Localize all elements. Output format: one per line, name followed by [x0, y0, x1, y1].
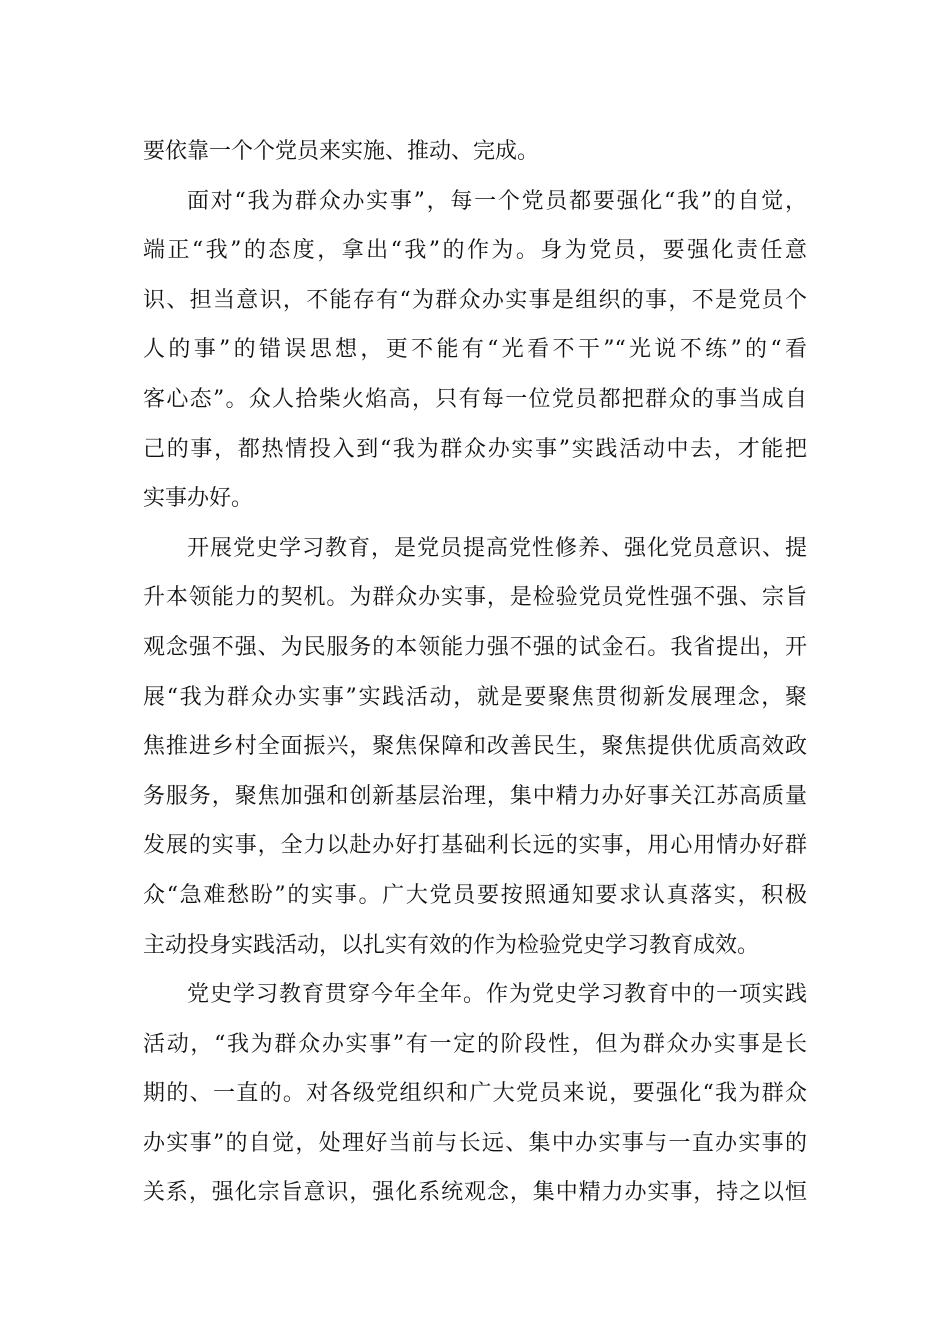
paragraph-first-line: 面对“我为群众办实事”，每一个党员都要强化“我”的自觉， — [187, 188, 807, 214]
body-text — [143, 127, 807, 1218]
text-line: 要依靠一个个党员来实施、推动、完成。 — [143, 139, 540, 164]
text-line: 关系，强化宗旨意识，强化系统观念，集中精力办实事，持之以恒 — [143, 1180, 807, 1206]
text-line: 实事办好。 — [143, 486, 254, 512]
text-line: 发展的实事，全力以赴办好打基础利长远的实事，用心用情办好群 — [143, 833, 807, 859]
text-line: 人的事”的错误思想，更不能有“光看不干”“光说不练”的“看 — [143, 337, 807, 363]
text-line: 主动投身实践活动，以扎实有效的作为检验党史学习教育成效。 — [143, 932, 760, 958]
paragraph-first-line: 党史学习教育贯穿今年全年。作为党史学习教育中的一项实践 — [187, 982, 807, 1008]
paragraph-first-line: 开展党史学习教育，是党员提高党性修养、强化党员意识、提 — [187, 535, 807, 561]
text-line: 期的、一直的。对各级党组织和广大党员来说，要强化“我为群众 — [143, 1081, 807, 1107]
text-line: 焦推进乡村全面振兴，聚焦保障和改善民生，聚焦提供优质高效政 — [143, 734, 807, 760]
text-line: 端正“我”的态度，拿出“我”的作为。身为党员，要强化责任意 — [143, 238, 807, 264]
text-line: 办实事”的自觉，处理好当前与长远、集中办实事与一直办实事的 — [143, 1130, 807, 1156]
text-line: 升本领能力的契机。为群众办实事，是检验党员党性强不强、宗旨 — [143, 585, 807, 611]
text-line: 务服务，聚焦加强和创新基层治理，集中精力办好事关江苏高质量 — [143, 783, 807, 809]
text-line: 活动，“我为群众办实事”有一定的阶段性，但为群众办实事是长 — [143, 1031, 807, 1057]
text-line: 识、担当意识，不能存有“为群众办实事是组织的事，不是党员个 — [143, 287, 807, 313]
text-line: 众“急难愁盼”的实事。广大党员要按照通知要求认真落实，积极 — [143, 882, 807, 908]
text-line: 己的事，都热情投入到“我为群众办实事”实践活动中去，才能把 — [143, 436, 807, 462]
text-line: 展“我为群众办实事”实践活动，就是要聚焦贯彻新发展理念，聚 — [143, 684, 807, 710]
text-line: 观念强不强、为民服务的本领能力强不强的试金石。我省提出，开 — [143, 634, 807, 660]
text-line: 客心态”。众人拾柴火焰高，只有每一位党员都把群众的事当成自 — [143, 386, 807, 412]
